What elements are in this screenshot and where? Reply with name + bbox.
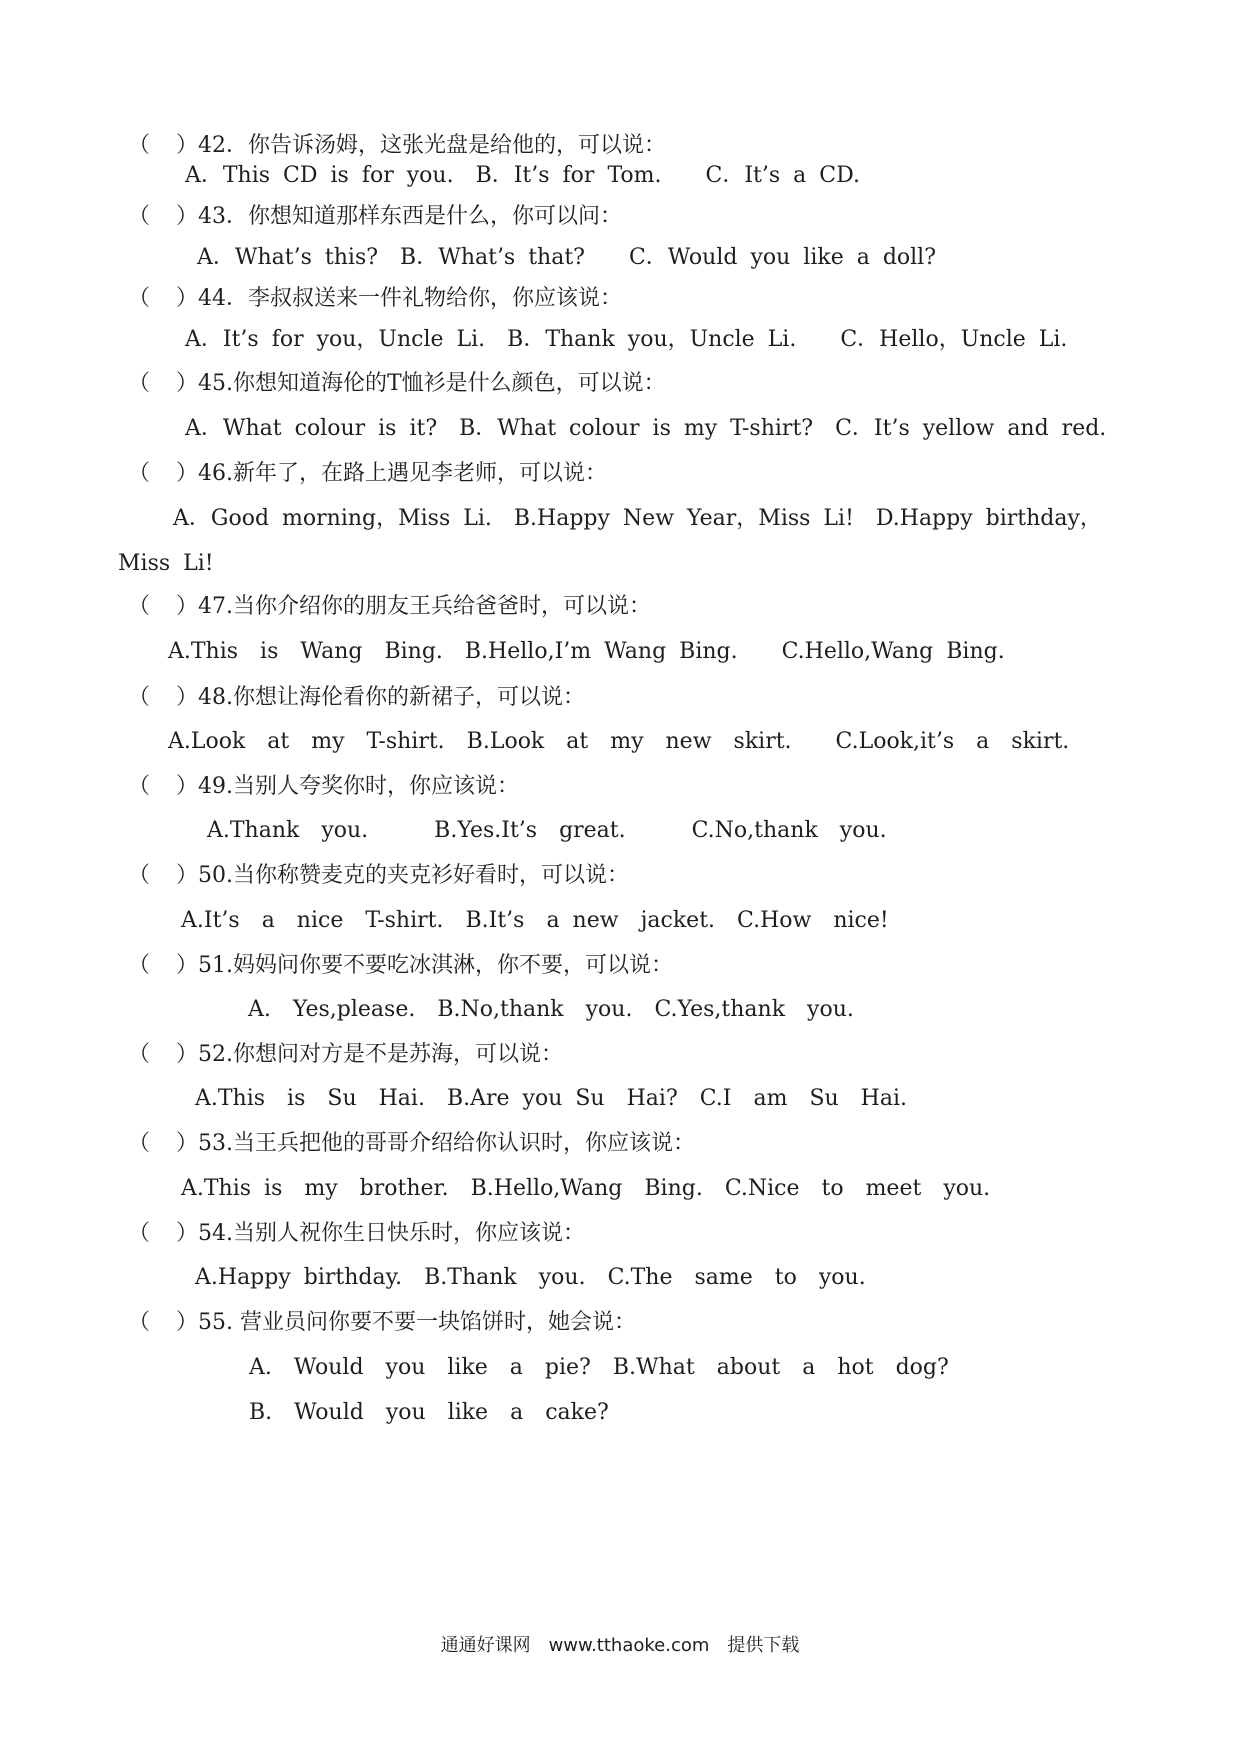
question-49 — [128, 772, 519, 802]
question-50 — [128, 861, 629, 891]
question-50-options: A.It’s a nice T-shirt. B.It’s a new jacket. C.How nice! — [181, 908, 889, 933]
question-prompt: ）50.当你称赞麦克的夹克衫好看时，可以说： — [176, 863, 629, 888]
question-prompt: ）47.当你介绍你的朋友王兵给爸爸时，可以说： — [176, 594, 651, 619]
question-prompt: ）52.你想问对方是不是苏海，可以说： — [176, 1042, 563, 1067]
question-prompt: ）42．你告诉汤姆，这张光盘是给他的，可以说： — [176, 133, 666, 158]
question-55 — [128, 1308, 636, 1338]
question-55-options-cont: B. Would you like a cake? — [249, 1400, 609, 1425]
question-prompt: ）45.你想知道海伦的T恤衫是什么颜色，可以说： — [176, 371, 666, 396]
question-45-options: A．What colour is it? B．What colour is my T-shirt? C．It’s yellow and red. — [185, 416, 1107, 441]
question-prompt: ）51.妈妈问你要不要吃冰淇淋，你不要，可以说： — [176, 953, 673, 978]
question-prompt: ）44．李叔叔送来一件礼物给你，你应该说： — [176, 286, 622, 311]
question-prompt: ）53.当王兵把他的哥哥介绍给你认识时，你应该说： — [176, 1131, 695, 1156]
question-prompt: ）48.你想让海伦看你的新裙子，可以说： — [176, 685, 585, 710]
question-43 — [128, 202, 622, 232]
question-45 — [128, 369, 666, 399]
question-42-options: A．This CD is for you. B．It’s for Tom. C．It’s a CD. — [185, 163, 860, 188]
question-49-options: A.Thank you. B.Yes.It’s great. C.No,thank you. — [207, 818, 887, 843]
question-42 — [128, 131, 666, 161]
question-54 — [128, 1219, 585, 1249]
answer-blank: （ — [128, 133, 151, 158]
question-52-options: A.This is Su Hai. B.Are you Su Hai? C.I am Su Hai. — [195, 1086, 908, 1111]
question-prompt: ）55. 营业员问你要不要一块馅饼时，她会说： — [176, 1310, 636, 1335]
question-48-options: A.Look at my T-shirt. B.Look at my new skirt. C.Look,it’s a skirt. — [168, 729, 1070, 754]
question-46-options-cont: Miss Li! — [118, 551, 214, 576]
question-54-options: A.Happy birthday. B.Thank you. C.The same to you. — [195, 1265, 866, 1290]
question-47-options: A.This is Wang Bing. B.Hello,I’m Wang Bing. C.Hello,Wang Bing. — [168, 639, 1005, 664]
question-prompt: ）43．你想知道那样东西是什么，你可以问： — [176, 204, 622, 229]
question-52 — [128, 1040, 563, 1070]
question-46-options: A．Good morning，Miss Li. B.Happy New Year，Miss Li! D.Happy birthday， — [173, 506, 1102, 531]
answer-blank: （ — [128, 204, 151, 229]
answer-blank: （ — [128, 371, 151, 396]
question-prompt: ）54.当别人祝你生日快乐时，你应该说： — [176, 1221, 585, 1246]
question-53-options: A.This is my brother. B.Hello,Wang Bing. C.Nice to meet you. — [181, 1176, 991, 1201]
answer-blank: （ — [128, 286, 151, 311]
question-53 — [128, 1129, 695, 1159]
question-46 — [128, 459, 607, 489]
page-footer: 通通好课网 www.tthaoke.com 提供下载 — [440, 1635, 800, 1656]
answer-blank: （ — [128, 685, 151, 710]
answer-blank: （ — [128, 863, 151, 888]
answer-blank: （ — [128, 953, 151, 978]
question-43-options: A．What’s this? B．What’s that? C．Would you like a doll? — [197, 245, 937, 270]
question-prompt: ）46.新年了，在路上遇见李老师，可以说： — [176, 461, 607, 486]
answer-blank: （ — [128, 461, 151, 486]
question-55-options: A. Would you like a pie? B.What about a hot dog? — [249, 1355, 949, 1380]
answer-blank: （ — [128, 1042, 151, 1067]
question-51-options: A. Yes,please. B.No,thank you. C.Yes,thank you. — [248, 997, 854, 1022]
question-44-options: A．It’s for you，Uncle Li. B．Thank you，Uncle Li. C．Hello，Uncle Li. — [185, 327, 1068, 352]
question-47 — [128, 592, 651, 622]
question-48 — [128, 683, 585, 713]
question-51 — [128, 951, 673, 981]
answer-blank: （ — [128, 594, 151, 619]
answer-blank: （ — [128, 774, 151, 799]
question-44 — [128, 284, 622, 314]
answer-blank: （ — [128, 1310, 151, 1335]
answer-blank: （ — [128, 1131, 151, 1156]
question-prompt: ）49.当别人夸奖你时，你应该说： — [176, 774, 519, 799]
answer-blank: （ — [128, 1221, 151, 1246]
